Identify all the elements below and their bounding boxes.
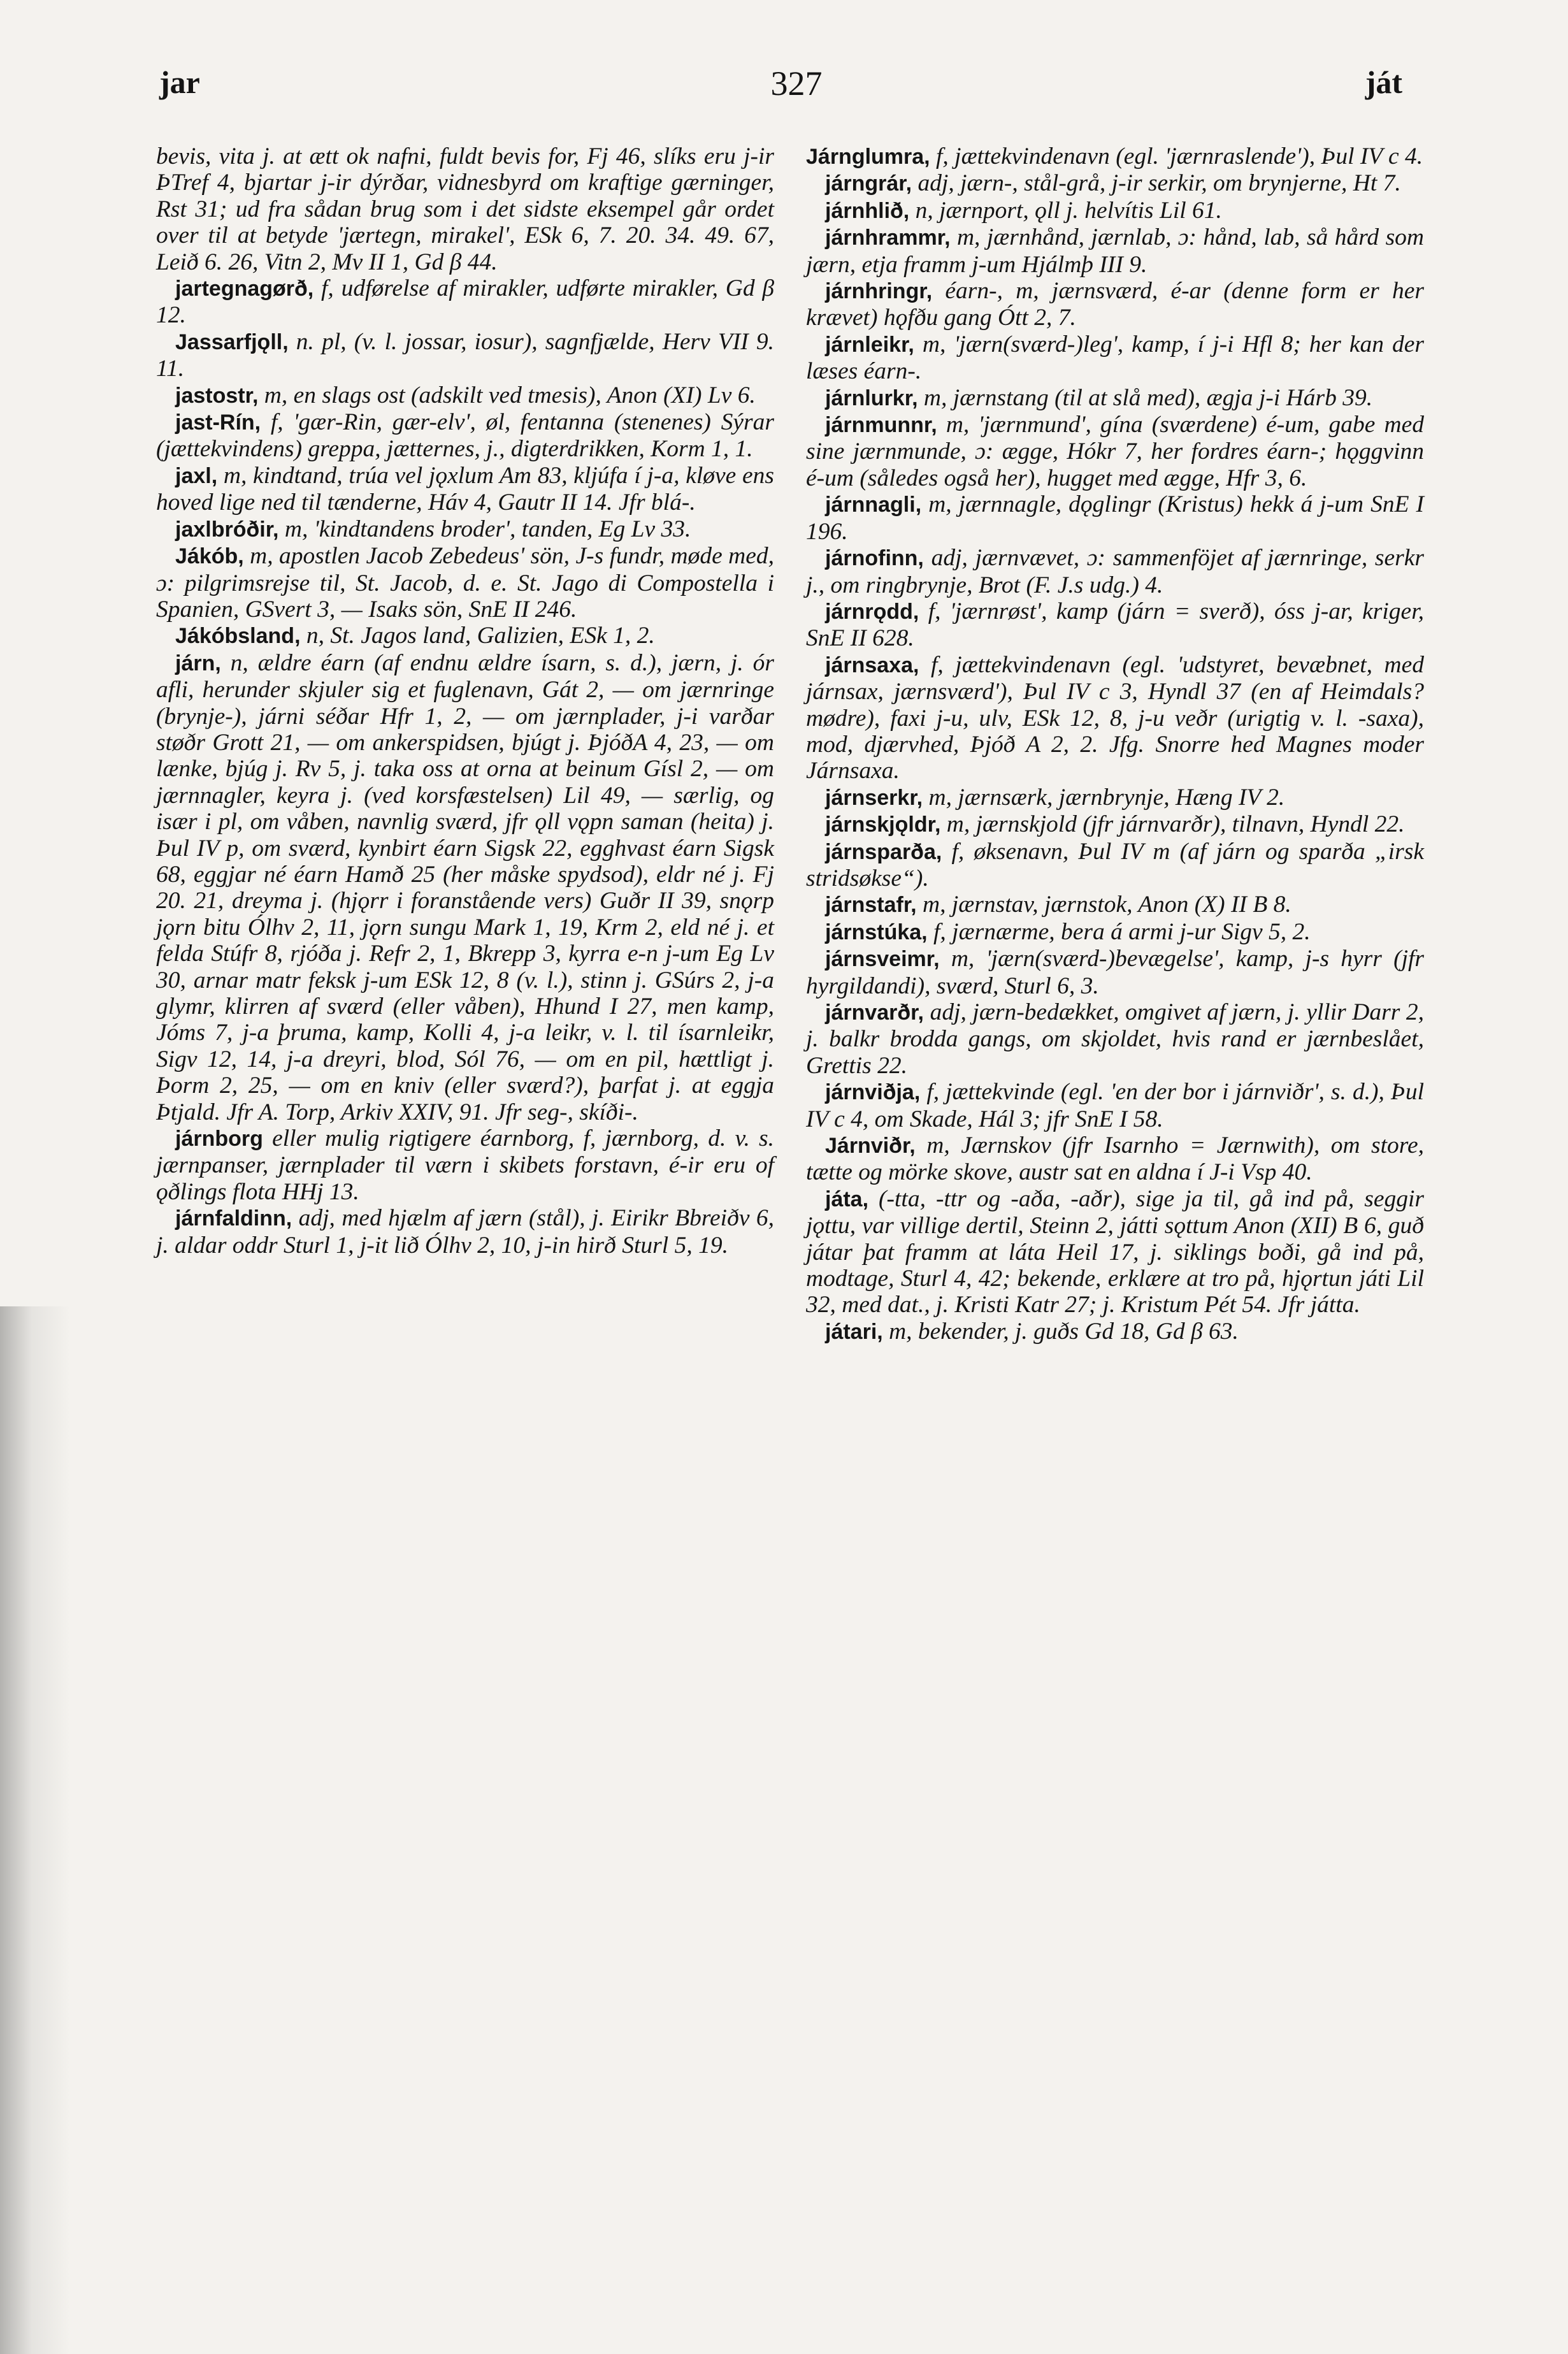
entry-headword: járnmunnr,	[825, 413, 937, 438]
dictionary-entry	[806, 999, 1424, 1079]
dictionary-entry	[806, 278, 1424, 331]
dictionary-entry	[806, 545, 1424, 598]
page-number: 327	[770, 64, 823, 103]
dictionary-entry	[806, 652, 1424, 784]
entry-definition: f, øksenavn, Þul IV m (af járn og sparða „irsk stridsøkse“).	[806, 838, 1425, 892]
entry-headword: járnviðja,	[825, 1080, 921, 1105]
entry-headword: járnvarðr,	[825, 1000, 924, 1025]
entry-headword: járnsparða,	[825, 839, 942, 864]
entry-headword: járnstafr,	[825, 893, 917, 918]
dictionary-entry	[806, 1079, 1424, 1132]
right-column	[806, 143, 1424, 1345]
entry-definition: m, 'jærnmund', gína (sværdene) é-um, gabe med sine jærnmunde, ɔ: ægge, Hókr 7, her fordres éarn-; hǫggvinn é-um (således også her), hugget med ægge, Hfr 3, 6.	[806, 412, 1424, 491]
entry-headword: Járnviðr,	[825, 1134, 916, 1159]
entry-headword: járnstúka,	[825, 920, 928, 944]
dictionary-entry	[156, 543, 774, 623]
entry-definition: f, 'gær-Rin, gær-elv', øl, fentanna (stenenes) Sýrar (jættekvindens) greppa, jætternes, j., digterdrikken, Korm 1, 1.	[156, 409, 774, 463]
dictionary-entry	[806, 491, 1424, 545]
dictionary-entry	[156, 1205, 774, 1259]
entry-headword: Jákóbsland,	[175, 624, 301, 649]
entry-headword: járn,	[175, 651, 221, 675]
left-column	[156, 143, 774, 1259]
dictionary-entry	[156, 409, 774, 463]
entry-definition: f, udførelse af mirakler, udførte mirakler, Gd β 12.	[156, 275, 774, 329]
dictionary-entry	[156, 382, 774, 409]
entry-definition: m, jærnnagle, dǫglingr (Kristus) hekk á j-um SnE I 196.	[806, 491, 1424, 545]
entry-definition: m, jærnstang (til at slå med), ægja j-i Hárb 39.	[923, 384, 1373, 411]
entry-definition: m, apostlen Jacob Zebedeus' sön, J-s fundr, møde med, ɔ: pilgrimsrejse til, St. Jacob, d. e. St. Jago di Compostella i Spanien, GSvert 3, — Isaks sön, SnE II 246.	[156, 543, 774, 623]
dictionary-entry	[806, 331, 1424, 385]
dictionary-entry	[806, 170, 1424, 197]
entry-headword: járnhlið,	[825, 198, 910, 223]
entry-definition: adj, jærn-, stål-grå, j-ir serkir, om brynjerne, Ht 7.	[917, 170, 1401, 197]
entry-definition: adj, jærnvævet, ɔ: sammenföjet af jærnringe, serkr j., om ringbrynje, Brot (F. J.s udg.) 4.	[806, 545, 1424, 598]
entry-definition: bevis, vita j. at ætt ok nafni, fuldt bevis for, Fj 46, slíks eru j-ir ÞTref 4, bjartar j-ir dýrðar, vidnesbyrd om kraftige gærninger, Rst 31; ud fra sådan brug som i det sidste eksempel går ordet over til at betyde 'jærtegn, mirakel', ESk 6, 7. 20. 34. 49. 67, Leið 6. 26, Vitn 2, Mv II 1, Gd β 44.	[156, 143, 774, 275]
entry-definition: m, kindtand, trúa vel jǫxlum Am 83, kljúfa í j-a, kløve ens hoved lige ned til tænderne, Háv 4, Gautr II 14. Jfr blá-.	[156, 462, 774, 516]
entry-headword: játa,	[825, 1187, 869, 1211]
entry-headword: járnnagli,	[825, 493, 922, 517]
dictionary-entry	[156, 463, 774, 516]
entry-definition: m, Jærnskov (jfr Isarnho = Jærnwith), om store, tætte og mörke skove, austr sat en aldna í J-i Vsp 40.	[806, 1132, 1425, 1186]
entry-headword: járnhringr,	[825, 279, 933, 304]
running-head-left: jar	[159, 64, 200, 100]
entry-definition: f, jættekvindenavn (egl. 'jærnraslende'), Þul IV c 4.	[936, 143, 1423, 170]
dictionary-entry	[806, 1186, 1424, 1318]
entry-definition: m, en slags ost (adskilt ved tmesis), Anon (XI) Lv 6.	[264, 382, 756, 408]
entry-definition: m, 'kindtandens broder', tanden, Eg Lv 33.	[284, 516, 691, 542]
entry-definition: n. pl, (v. l. jossar, iosur), sagnfjælde, Herv VII 9. 11.	[156, 328, 774, 382]
entry-definition: m, bekender, j. guðs Gd 18, Gd β 63.	[889, 1318, 1239, 1345]
dictionary-entry	[156, 1125, 774, 1205]
entry-definition: m, 'jærn(sværd-)bevægelse', kamp, j-s hyrr (jfr hyrgildandi), sværd, Sturl 6, 3.	[806, 946, 1425, 999]
running-head-right: ját	[1365, 64, 1402, 100]
entry-definition: f, jættekvinde (egl. 'en der bor i járnviðr', s. d.), Þul IV c 4, om Skade, Hál 3; jfr SnE I 58.	[806, 1079, 1425, 1132]
entry-headword: játari,	[825, 1319, 883, 1344]
dictionary-entry	[806, 1132, 1424, 1186]
entry-definition: f, jættekvindenavn (egl. 'udstyret, bevæbnet, med járnsax, jærnsværd'), Þul IV c 3, Hyndl 37 (en af Heimdals? mødre), faxi j-u, ulv, ESk 12, 8, j-u veðr (urigtig v. l. -saxa), mod, djærvhed, Þjóð A 2, 2. Jfg. Snorre hed Magnes moder Járnsaxa.	[806, 651, 1424, 784]
entry-headword: Járnglumra,	[806, 145, 930, 169]
dictionary-entry	[156, 516, 774, 543]
entry-headword: járnserkr,	[825, 785, 923, 810]
entry-headword: járnhrammr,	[825, 226, 951, 250]
dictionary-entry	[806, 224, 1424, 278]
entry-definition: m, 'jærn(sværd-)leg', kamp, í j-i Hfl 8; her kan der læses éarn-.	[806, 331, 1425, 385]
entry-definition: eller mulig rigtigere éarnborg, f, jærnborg, d. v. s. jærnpanser, jærnplader til værn i skibets forstavn, é-ir eru of ǫðlings flota HHj 13.	[156, 1125, 774, 1205]
dictionary-entry	[806, 198, 1424, 224]
entry-definition: m, jærnstav, jærnstok, Anon (X) II B 8.	[923, 892, 1291, 918]
dictionary-entry	[806, 412, 1424, 491]
entry-headword: jartegnagørð,	[175, 277, 314, 301]
dictionary-entry	[156, 329, 774, 382]
entry-headword: járnlurkr,	[825, 386, 918, 410]
dictionary-entry	[806, 919, 1424, 946]
entry-definition: f, jærnærme, bera á armi j-ur Sigv 5, 2.	[933, 918, 1311, 945]
entry-headword: járnofinn,	[825, 546, 924, 571]
entry-headword: Jákób,	[175, 544, 244, 569]
entry-definition: n, ældre éarn (af endnu ældre ísarn, s. d.), jærn, j. ór afli, herunder skjuler sig et fuglenavn, Gát 2, — om jærnringe (brynje-), járni séðar Hfr 1, 2, — om jærnplader, j-i varðar støðr Grott 21, — om ankerspidsen, bjúgt j. ÞjóðA 4, 23, — om lænke, bjúg j. Rv 5, j. taka oss at orna at beinum Gísl 2, — om jærnnagler, keyra j. (ved korsfæstelsen) Lil 49, — særlig, og især i pl, om våben, navnlig sværd, jfr ǫll vǫpn saman (heita) j. Þul IV p, om sværd, kynbirt éarn Sigsk 22, egghvast éarn Sigsk 68, eggjar né éarn Hamð 25 (her måske spydsod), eldr né j. Fj 20. 21, dreyma j. (hjǫrr i foranstående vers) Guðr II 39, snǫrp jǫrn bitu Ólhv 2, 11, jǫrn sungu Mark 1, 19, Krm 2, eld né j. et felda Stúfr 8, rjóða j. Refr 2, 1, Bkrepp 3, kyrra e-n j-um Eg Lv 30, arnar matr feksk j-um ESk 12, 8 (v. l.), stinn j. GSúrs 2, j-a glymr, klirren af sværd (eller våben), Hhund I 27, men kamp, Jóms 7, j-a þruma, kamp, Kolli 4, j-a leikr, v. l. til ísarnleikr, Sigv 12, 14, j-a dreyri, blod, Sól 76, — om en pil, hættligt j. Þorm 2, 25, — om en kniv (eller sværd?), þarfat j. at eggja Þtjald. Jfr A. Torp, Arkiv XXIV, 91. Jfr seg-, skíði-.	[156, 649, 774, 1125]
entry-headword: jaxlbróðir,	[175, 517, 279, 542]
entry-definition: m, jærnsærk, jærnbrynje, Hæng IV 2.	[928, 784, 1285, 811]
entry-headword: járnborg	[175, 1127, 263, 1152]
entry-headword: járnfaldinn,	[175, 1206, 292, 1231]
entry-headword: jastostr,	[175, 383, 259, 408]
entry-definition: m, jærnhånd, jærnlab, ɔ: hånd, lab, så hård som jærn, etja framm j-um Hjálmþ III 9.	[806, 224, 1424, 278]
entry-definition: n, jærnport, ǫll j. helvítis Lil 61.	[915, 197, 1222, 224]
entry-headword: járngrár,	[825, 171, 912, 196]
scan-shadow-edge	[0, 1306, 70, 2354]
entry-headword: jaxl,	[175, 463, 218, 488]
dictionary-entry	[806, 385, 1424, 412]
dictionary-entry	[806, 598, 1424, 652]
dictionary-entry	[156, 650, 774, 1125]
entry-definition: (-tta, -ttr og -aða, -aðr), sige ja til, gå ind på, seggir jǫttu, var villige dertil, Steinn 2, játti sǫttum Anon (XII) B 6, guð játar þat framm at láta Heil 17, j. siklings boði, gå ind på, modtage, Sturl 4, 42; bekende, erklære at tro på, hjǫrtun játi Lil 32, med dat., j. Kristi Katr 27; j. Kristum Pét 54. Jfr játta.	[806, 1185, 1424, 1318]
dictionary-entry	[806, 839, 1424, 892]
entry-headword: járnskjǫldr,	[825, 812, 941, 837]
dictionary-entry	[156, 275, 774, 329]
entry-definition: f, 'jærnrøst', kamp (járn = sverð), óss j-ar, kriger, SnE II 628.	[806, 598, 1425, 652]
dictionary-entry	[806, 892, 1424, 918]
entry-headword: járnsaxa,	[825, 653, 919, 677]
dictionary-entry	[806, 784, 1424, 811]
entry-headword: járnsveimr,	[825, 947, 940, 972]
entry-definition: adj, jærn-bedækket, omgivet af jærn, j. yllir Darr 2, j. balkr brodda gangs, om skjoldet, hvis rand er jærnbeslået, Grettis 22.	[806, 999, 1424, 1079]
dictionary-entry	[806, 1318, 1424, 1345]
dictionary-entry	[806, 946, 1424, 999]
entry-definition: n, St. Jagos land, Galizien, ESk 1, 2.	[306, 623, 655, 649]
entry-headword: Jassarfjǫll,	[175, 329, 289, 354]
dictionary-entry	[156, 143, 774, 275]
entry-headword: járnrǫdd,	[825, 599, 919, 624]
entry-headword: járnleikr,	[825, 332, 914, 357]
entry-definition: éarn-, m, jærnsværd, é-ar (denne form er her krævet) hǫfðu gang Ótt 2, 7.	[806, 278, 1424, 331]
dictionary-entry	[806, 811, 1424, 838]
entry-definition: adj, med hjælm af jærn (stål), j. Eirikr Bbreiðv 6, j. aldar oddr Sturl 1, j-it lið Ólhv 2, 10, j-in hirð Sturl 5, 19.	[156, 1205, 775, 1259]
dictionary-entry	[156, 623, 774, 649]
entry-definition: m, jærnskjold (jfr járnvarðr), tilnavn, Hyndl 22.	[946, 811, 1405, 838]
entry-headword: jast-Rín,	[175, 410, 261, 435]
dictionary-entry	[806, 143, 1424, 170]
